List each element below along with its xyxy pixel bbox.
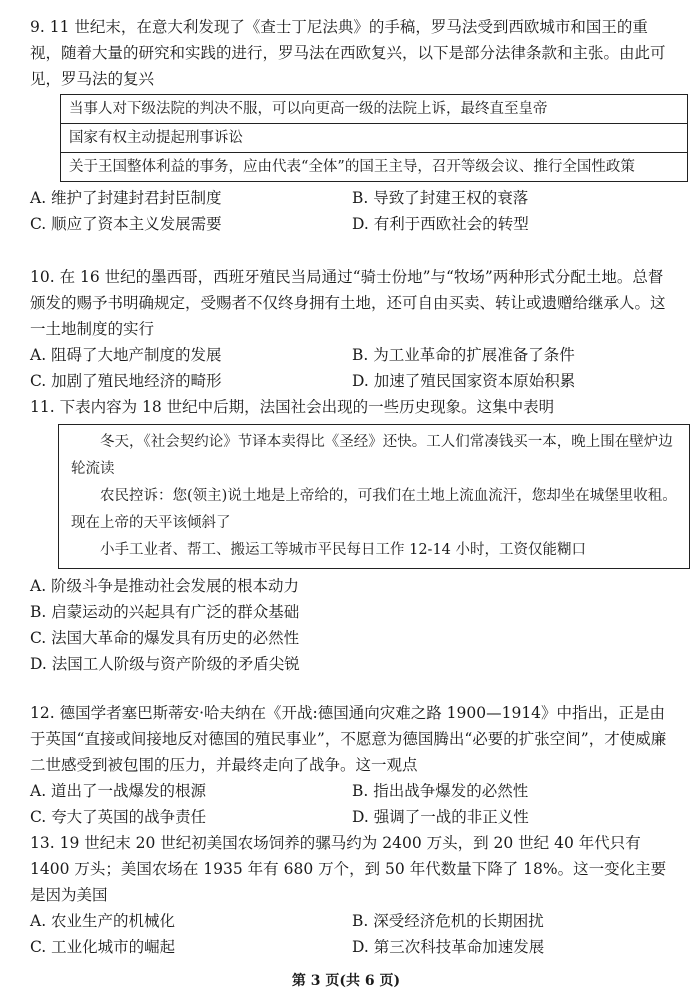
option-d[interactable]: D. 强调了一战的非正义性 [352, 808, 529, 826]
option-a[interactable]: A. 阶级斗争是推动社会发展的根本动力 [30, 577, 300, 595]
question-9-table [60, 94, 688, 182]
option-a[interactable]: A. 道出了一战爆发的根源 [30, 782, 207, 800]
question-11 [30, 394, 677, 677]
question-11-material-box [58, 424, 690, 569]
option-a[interactable]: A. 阻碍了大地产制度的发展 [30, 346, 222, 364]
table-row [61, 124, 688, 153]
option-d[interactable]: D. 加速了殖民国家资本原始积累 [352, 372, 576, 390]
question-13-stem: 13. 19 世纪末 20 世纪初美国农场饲养的骡马约为 2400 万头，到 20 世纪 40 年代只有 1400 万头；美国农场在 1935 年有 680 万个，到 50 年代数量下降了 18%。这一变化主要是因为美国 [30, 834, 667, 904]
option-c[interactable]: C. 顺应了资本主义发展需要 [30, 215, 222, 233]
table-cell: 当事人对下级法院的判决不服，可以向更高一级的法院上诉，最终直至皇帝 [61, 95, 688, 124]
table-cell: 国家有权主动提起刑事诉讼 [61, 124, 688, 153]
option-b[interactable]: B. 指出战争爆发的必然性 [352, 782, 529, 800]
option-b[interactable]: B. 导致了封建王权的衰落 [352, 189, 529, 207]
question-11-stem: 11. 下表内容为 18 世纪中后期，法国社会出现的一些历史现象。这集中表明 [30, 398, 555, 416]
material-paragraph: 小手工业者、帮工、搬运工等城市平民每日工作 12-14 小时，工资仅能糊口 [100, 542, 587, 558]
option-c[interactable]: C. 法国大革命的爆发具有历史的必然性 [30, 629, 300, 647]
question-12-options [30, 778, 670, 830]
table-cell: 关于王国整体利益的事务，应由代表“全体”的国王主导，召开等级会议、推行全国性政策 [61, 153, 688, 182]
question-9 [30, 14, 670, 237]
question-10-stem: 10. 在 16 世纪的墨西哥，西班牙殖民当局通过“骑士份地”与“牧场”两种形式分配土地。总督颁发的赐予书明确规定，受赐者不仅终身拥有土地，还可自由买卖、转让或遗赠给继承人。这一土地制度的实行 [30, 268, 666, 338]
material-paragraph: 农民控诉：您(领主)说土地是上帝给的，可我们在土地上流血流汗，您却坐在城堡里收租。现在上帝的天平该倾斜了 [71, 488, 677, 531]
option-b[interactable]: B. 为工业革命的扩展准备了条件 [352, 346, 575, 364]
question-11-options [30, 573, 670, 677]
option-c[interactable]: C. 夸大了英国的战争责任 [30, 808, 207, 826]
option-c[interactable]: C. 工业化城市的崛起 [30, 938, 176, 956]
option-d[interactable]: D. 第三次科技革命加速发展 [352, 938, 545, 956]
question-13 [30, 830, 670, 960]
question-9-options [30, 185, 670, 237]
question-9-stem: 9. 11 世纪末，在意大利发现了《查士丁尼法典》的手稿，罗马法受到西欧城市和国王的重视，随着大量的研究和实践的进行，罗马法在西欧复兴，以下是部分法律条款和主张。由此可见，罗马法的复兴 [30, 18, 666, 88]
option-b[interactable]: B. 深受经济危机的长期困扰 [352, 912, 544, 930]
question-12 [30, 700, 670, 830]
option-d[interactable]: D. 有利于西欧社会的转型 [352, 215, 529, 233]
option-d[interactable]: D. 法国工人阶级与资产阶级的矛盾尖锐 [30, 655, 300, 673]
question-12-stem: 12. 德国学者塞巴斯蒂安·哈夫纳在《开战:德国通向灾难之路 1900—1914》中指出，正是由于英国“直接或间接地反对德国的殖民事业”，不愿意为德国腾出“必要的扩张空间”，才使威廉二世感受到被包围的压力，并最终走向了战争。这一观点 [30, 704, 667, 774]
page-number: 第 3 页(共 6 页) [291, 973, 401, 989]
option-a[interactable]: A. 农业生产的机械化 [30, 912, 176, 930]
question-13-options [30, 908, 670, 960]
question-10 [30, 264, 670, 394]
option-a[interactable]: A. 维护了封建封君封臣制度 [30, 189, 222, 207]
material-paragraph: 冬天，《社会契约论》节译本卖得比《圣经》还快。工人们常凑钱买一本，晚上围在壁炉边轮流读 [71, 434, 673, 477]
option-b[interactable]: B. 启蒙运动的兴起具有广泛的群众基础 [30, 603, 300, 621]
question-10-options [30, 342, 670, 394]
option-c[interactable]: C. 加剧了殖民地经济的畸形 [30, 372, 222, 390]
table-row [61, 153, 688, 182]
table-row [61, 95, 688, 124]
